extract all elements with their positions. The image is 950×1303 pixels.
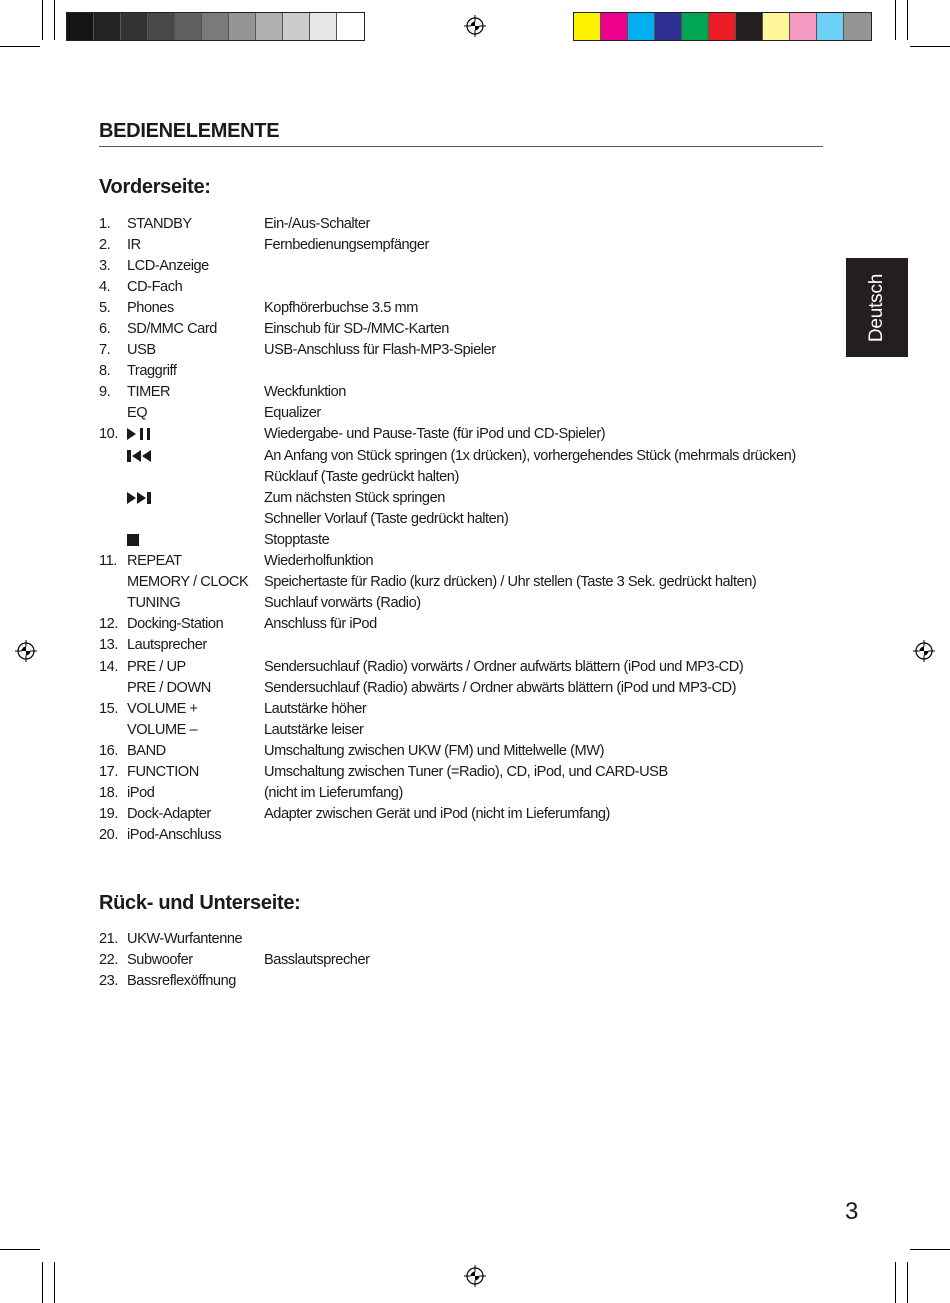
control-row [99, 508, 796, 529]
control-name: SD/MMC Card [127, 321, 217, 338]
skip-back-icon [127, 450, 264, 462]
color-swatch [148, 13, 175, 40]
control-name: PRE / UP [127, 658, 186, 675]
item-number: 12. [99, 616, 118, 633]
control-description: Rücklauf (Taste gedrückt halten) [264, 468, 459, 485]
control-row [99, 551, 796, 572]
control-description: Zum nächsten Stück springen [264, 489, 445, 506]
control-name: Lautsprecher [127, 637, 207, 654]
control-row [99, 804, 796, 825]
control-description: Einschub für SD-/MMC-Karten [264, 321, 449, 338]
grayscale-color-bar [66, 12, 365, 41]
color-swatch [763, 13, 790, 40]
control-name: iPod [127, 785, 155, 802]
control-name: iPod-Anschluss [127, 827, 222, 844]
control-description: Weckfunktion [264, 384, 346, 401]
control-description: Lautstärke höher [264, 700, 367, 717]
control-description: Sendersuchlauf (Radio) abwärts / Ordner abwärts blättern (iPod und MP3-CD) [264, 679, 737, 696]
color-swatch [229, 13, 256, 40]
control-name: Bassreflexöffnung [127, 972, 236, 989]
control-row [99, 382, 796, 403]
item-number: 4. [99, 278, 111, 295]
control-row [99, 635, 796, 656]
color-swatch [175, 13, 202, 40]
control-description: Equalizer [264, 405, 321, 422]
control-description: Suchlauf vorwärts (Radio) [264, 595, 421, 612]
color-swatch [283, 13, 310, 40]
item-number: 7. [99, 342, 111, 359]
control-row [99, 318, 796, 339]
control-description: Fernbedienungsempfänger [264, 236, 429, 253]
registration-mark-icon [15, 640, 37, 662]
color-swatch [790, 13, 817, 40]
control-name: PRE / DOWN [127, 679, 211, 696]
color-swatch [655, 13, 682, 40]
control-row [99, 572, 796, 593]
control-name: Subwoofer [127, 951, 193, 968]
control-row [99, 761, 796, 782]
item-number: 3. [99, 257, 111, 274]
item-number: 23. [99, 972, 118, 989]
control-description: Umschaltung zwischen UKW (FM) und Mittelwelle (MW) [264, 742, 604, 759]
control-row [99, 698, 796, 719]
item-number: 19. [99, 806, 118, 823]
stop-icon [127, 534, 264, 546]
color-swatch [67, 13, 94, 40]
control-name: EQ [127, 405, 148, 422]
front-section-heading: Vorderseite: [99, 176, 211, 198]
control-description: Wiederholfunktion [264, 553, 374, 570]
control-row [99, 234, 796, 255]
control-description: (nicht im Lieferumfang) [264, 785, 403, 802]
item-number: 15. [99, 700, 118, 717]
control-row [99, 928, 370, 949]
item-number: 2. [99, 236, 111, 253]
control-name: USB [127, 342, 156, 359]
item-number: 16. [99, 742, 118, 759]
control-row [99, 719, 796, 740]
front-controls-list [99, 213, 796, 846]
color-swatch [574, 13, 601, 40]
item-number: 13. [99, 637, 118, 654]
control-row [99, 949, 370, 970]
item-number: 21. [99, 930, 118, 947]
item-number: 11. [99, 553, 117, 570]
item-number: 22. [99, 951, 118, 968]
control-name: FUNCTION [127, 763, 199, 780]
control-row [99, 276, 796, 297]
control-row [99, 614, 796, 635]
control-row [99, 593, 796, 614]
registration-mark-icon [913, 640, 935, 662]
control-row [99, 445, 796, 466]
control-description: Umschaltung zwischen Tuner (=Radio), CD, iPod, und CARD-USB [264, 763, 668, 780]
control-description: Wiedergabe- und Pause-Taste (für iPod und CD-Spieler) [264, 426, 606, 443]
control-description: Kopfhörerbuchse 3.5 mm [264, 299, 418, 316]
item-number: 17. [99, 763, 118, 780]
color-swatch [682, 13, 709, 40]
back-section-heading: Rück- und Unterseite: [99, 892, 301, 914]
item-number: 5. [99, 299, 111, 316]
control-description: Lautstärke leiser [264, 721, 364, 738]
item-number: 14. [99, 658, 118, 675]
item-number: 8. [99, 363, 111, 380]
skip-forward-icon [127, 492, 264, 504]
control-row [99, 656, 796, 677]
color-swatch [736, 13, 763, 40]
color-swatch [94, 13, 121, 40]
control-row [99, 361, 796, 382]
control-row [99, 825, 796, 846]
control-description: Ein-/Aus-Schalter [264, 215, 370, 232]
control-row [99, 340, 796, 361]
control-name: TIMER [127, 384, 171, 401]
color-swatch [121, 13, 148, 40]
color-swatch [844, 13, 871, 40]
control-name: CD-Fach [127, 278, 183, 295]
process-color-bar [573, 12, 872, 41]
control-description: Basslautsprecher [264, 951, 370, 968]
item-number: 18. [99, 785, 118, 802]
color-swatch [601, 13, 628, 40]
control-name: LCD-Anzeige [127, 257, 209, 274]
control-description: Anschluss für iPod [264, 616, 377, 633]
language-tab [846, 258, 908, 357]
control-description: USB-Anschluss für Flash-MP3-Spieler [264, 342, 496, 359]
control-name: BAND [127, 742, 166, 759]
control-row [99, 487, 796, 508]
control-description: Adapter zwischen Gerät und iPod (nicht im Lieferumfang) [264, 806, 610, 823]
control-description: Stopptaste [264, 531, 330, 548]
language-tab-label: Deutsch [866, 273, 887, 342]
control-row [99, 466, 796, 487]
page-number: 3 [845, 1198, 859, 1225]
item-number: 6. [99, 321, 111, 338]
control-name: STANDBY [127, 215, 192, 232]
item-number: 1. [99, 215, 111, 232]
control-row [99, 403, 796, 424]
control-name: TUNING [127, 595, 181, 612]
item-number: 20. [99, 827, 118, 844]
control-row [99, 740, 796, 761]
control-description: Schneller Vorlauf (Taste gedrückt halten) [264, 510, 509, 527]
registration-mark-icon [464, 1265, 486, 1287]
control-name: Dock-Adapter [127, 806, 211, 823]
control-name: IR [127, 236, 141, 253]
registration-mark-icon [464, 15, 486, 37]
play-pause-icon [127, 428, 264, 440]
control-row [99, 970, 370, 991]
item-number: 9. [99, 384, 111, 401]
control-description: Sendersuchlauf (Radio) vorwärts / Ordner aufwärts blättern (iPod und MP3-CD) [264, 658, 744, 675]
control-row [99, 297, 796, 318]
back-controls-list [99, 928, 370, 991]
control-name: Phones [127, 299, 174, 316]
color-swatch [628, 13, 655, 40]
color-swatch [337, 13, 364, 40]
color-swatch [310, 13, 337, 40]
color-swatch [817, 13, 844, 40]
control-name: Docking-Station [127, 616, 224, 633]
control-row [99, 213, 796, 234]
control-name: Traggriff [127, 363, 177, 380]
control-description: An Anfang von Stück springen (1x drücken), vorhergehendes Stück (mehrmals drücken) [264, 447, 796, 464]
control-row [99, 529, 796, 550]
page-title: BEDIENELEMENTE [99, 118, 823, 147]
control-row [99, 255, 796, 276]
control-row [99, 677, 796, 698]
color-swatch [709, 13, 736, 40]
control-name: UKW-Wurfantenne [127, 930, 243, 947]
color-swatch [256, 13, 283, 40]
color-swatch [202, 13, 229, 40]
control-description: Speichertaste für Radio (kurz drücken) / Uhr stellen (Taste 3 Sek. gedrückt halten) [264, 574, 757, 591]
control-row [99, 424, 796, 445]
control-name: VOLUME – [127, 721, 198, 738]
item-number: 10. [99, 426, 118, 443]
control-name: MEMORY / CLOCK [127, 574, 249, 591]
control-name: REPEAT [127, 553, 182, 570]
control-name: VOLUME + [127, 700, 198, 717]
control-row [99, 783, 796, 804]
